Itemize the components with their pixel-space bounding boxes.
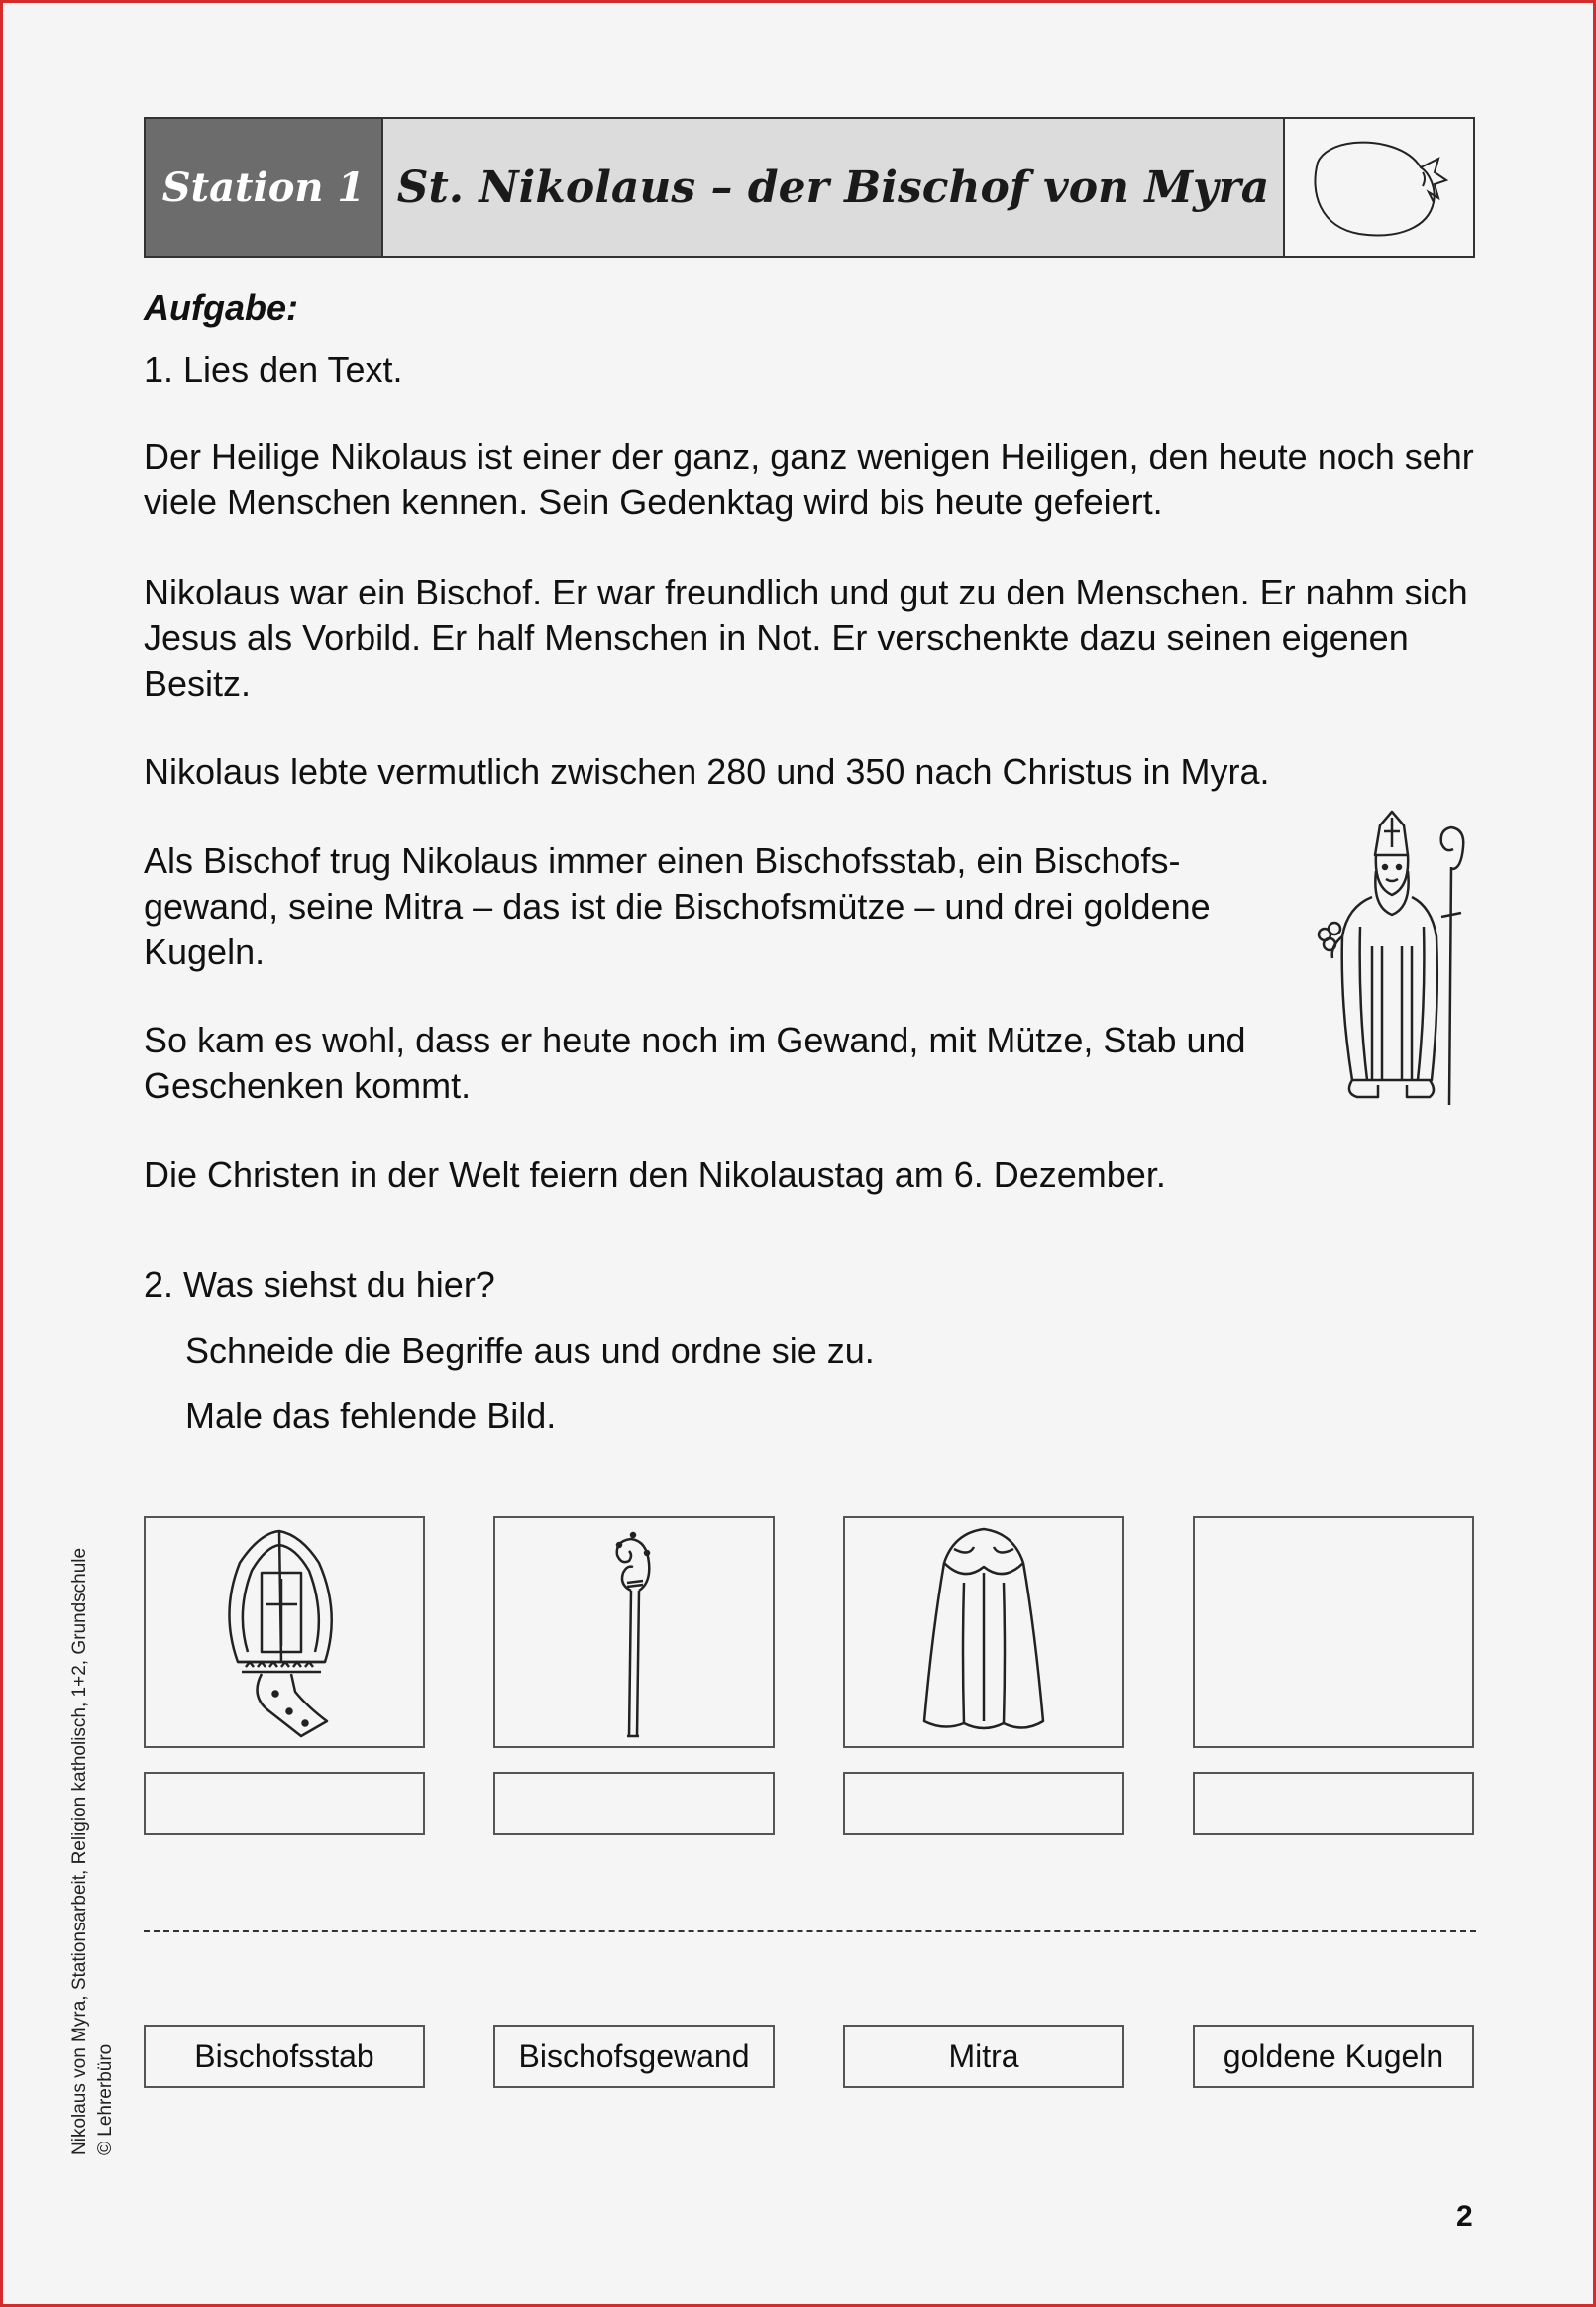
answer-box-2[interactable] (493, 1772, 775, 1835)
paragraph-6: Die Christen in der Welt feiern den Nikolaustag am 6. Dezember. (144, 1154, 1166, 1195)
nikolaus-illustration (1313, 808, 1481, 1115)
sidebar-source: Nikolaus von Myra, Stationsarbeit, Religion katholisch, 1+2, Grundschule (69, 1547, 90, 2155)
copyright-sidebar (67, 1548, 119, 2155)
crozier-image (589, 1523, 679, 1741)
word-bischofsgewand[interactable]: Bischofsgewand (493, 2025, 775, 2088)
step-2: 2. Was siehst du hier? (144, 1264, 495, 1305)
step-1: 1. Lies den Text. (144, 349, 403, 389)
sack-icon (1285, 119, 1473, 256)
word-bischofsstab[interactable]: Bischofsstab (144, 2025, 425, 2088)
word-mitra[interactable]: Mitra (843, 2025, 1124, 2088)
paragraph-2: Nikolaus war ein Bischof. Er war freundlich und gut zu den Menschen. Er nahm sich Jesus als Vorbild. Er half Menschen in Not. Er verschenkte dazu seinen eigenen Besitz. (144, 572, 1468, 704)
cut-line (144, 1930, 1476, 1932)
header-bar (144, 117, 1475, 258)
answer-box-3[interactable] (843, 1772, 1124, 1835)
paragraph-4: Als Bischof trug Nikolaus immer einen Bischofsstab, ein Bischofs-gewand, seine Mitra – das ist die Bischofsmütze – und drei goldene Kugeln. (144, 840, 1211, 972)
mitre-image (210, 1523, 359, 1741)
sidebar-copyright: © Lehrerbüro (95, 2043, 116, 2155)
step-2-instruction-cut: Schneide die Begriffe aus und ordne sie zu. (185, 1330, 875, 1371)
picture-box-vestment (843, 1516, 1124, 1748)
station-label: Station 1 (146, 119, 383, 256)
picture-box-crozier (493, 1516, 775, 1748)
picture-box-empty[interactable] (1193, 1516, 1474, 1748)
vestment-image (914, 1523, 1053, 1741)
answer-box-1[interactable] (144, 1772, 425, 1835)
word-goldene-kugeln[interactable]: goldene Kugeln (1193, 2025, 1474, 2088)
paragraph-1: Der Heilige Nikolaus ist einer der ganz, ganz wenigen Heiligen, den heute noch sehr viele Menschen kennen. Sein Gedenktag wird bis heute gefeiert. (144, 436, 1474, 522)
page-title: St. Nikolaus – der Bischof von Myra (383, 119, 1285, 256)
step-2-instruction-draw: Male das fehlende Bild. (185, 1395, 557, 1436)
answer-box-4[interactable] (1193, 1772, 1474, 1835)
paragraph-3: Nikolaus lebte vermutlich zwischen 280 und 350 nach Christus in Myra. (144, 751, 1270, 792)
page-number: 2 (1456, 2200, 1473, 2233)
task-heading: Aufgabe: (144, 287, 298, 328)
picture-box-mitre (144, 1516, 425, 1748)
paragraph-5: So kam es wohl, dass er heute noch im Gewand, mit Mütze, Stab und Geschenken kommt. (144, 1020, 1246, 1106)
